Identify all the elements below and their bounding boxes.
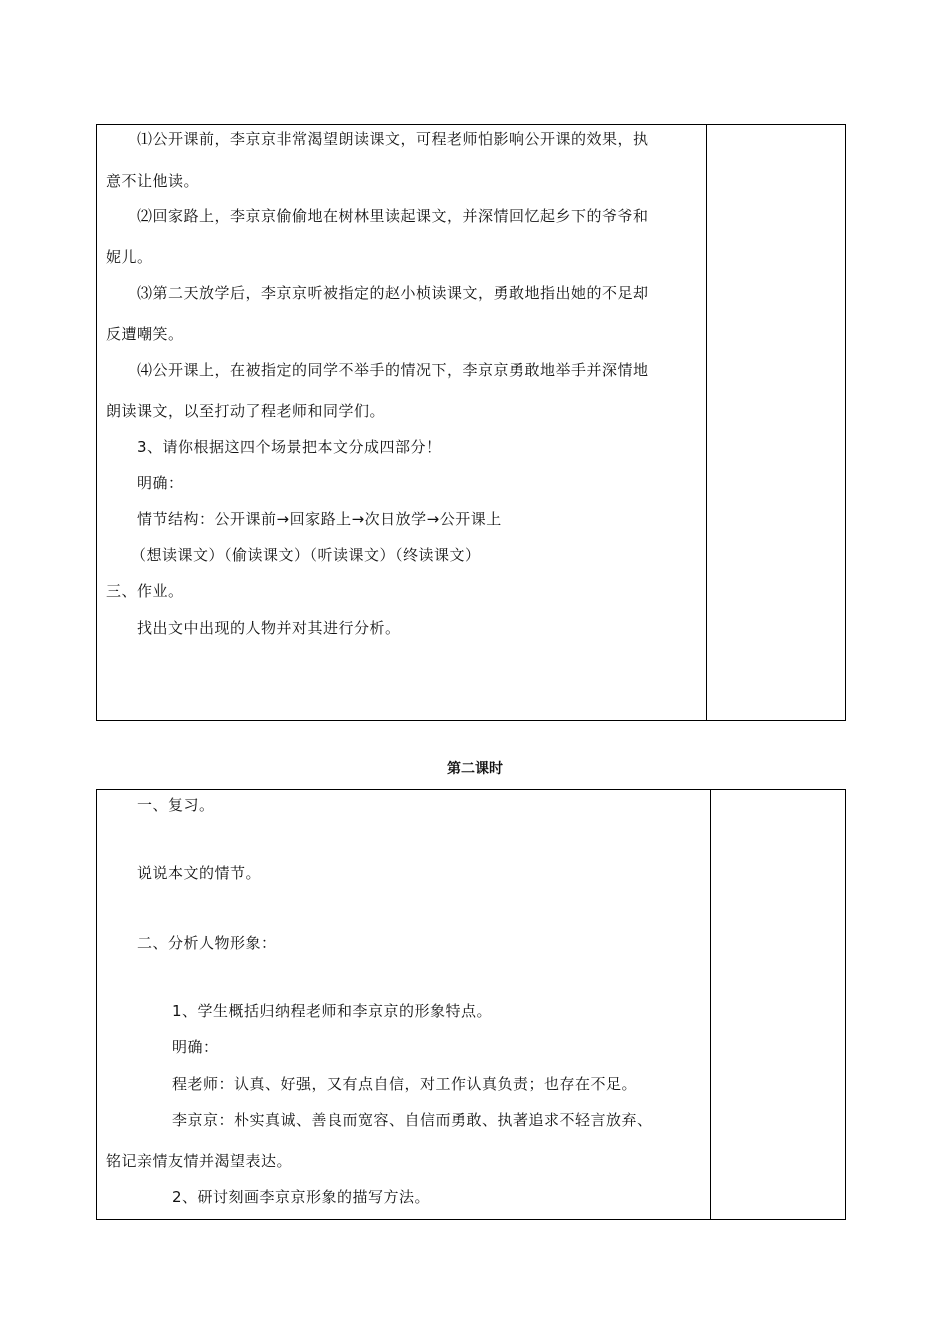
homework-task: 找出文中出现的人物并对其进行分析。 (137, 619, 401, 637)
character-analysis-heading: 二、分析人物形象： (137, 934, 277, 952)
review-task: 说说本文的情节。 (137, 864, 262, 882)
review-heading: 一、复习。 (137, 796, 215, 814)
teacher-cheng-traits: 程老师：认真、好强，又有点自信，对工作认真负责；也存在不足。 (172, 1075, 638, 1093)
table-1-divider (706, 125, 707, 720)
scene-3-line-2: 反遭嘲笑。 (106, 325, 184, 343)
scene-4-line-1: ⑷公开课上，在被指定的同学不举手的情况下，李京京勇敢地举手并深情地 (137, 361, 649, 379)
task-1: 1、学生概括归纳程老师和李京京的形象特点。 (172, 1002, 493, 1020)
scene-1-line-1: ⑴公开课前，李京京非常渴望朗读课文，可程老师怕影响公开课的效果，执 (137, 130, 649, 148)
scene-4-line-2: 朗读课文，以至打动了程老师和同学们。 (106, 402, 386, 420)
scene-1-line-2: 意不让他读。 (106, 172, 200, 190)
scene-2-line-1: ⑵回家路上，李京京偷偷地在树林里读起课文，并深情回忆起乡下的爷爷和 (137, 207, 649, 225)
section-title: 第二课时 (447, 761, 503, 777)
li-jingjing-traits-line-2: 铭记亲情友情并渴望表达。 (106, 1152, 293, 1170)
plot-structure-notes: （想读课文）（偷读课文）（听读课文）（终读课文） (131, 546, 481, 564)
task-2: 2、研讨刻画李京京形象的描写方法。 (172, 1188, 431, 1206)
li-jingjing-traits-line-1: 李京京：朴实真诚、善良而宽容、自信而勇敢、执著追求不轻言放弃、 (172, 1111, 653, 1129)
plot-structure: 情节结构：公开课前→回家路上→次日放学→公开课上 (137, 510, 502, 528)
homework-heading: 三、作业。 (106, 582, 184, 600)
question-3: 3、请你根据这四个场景把本文分成四部分！ (137, 438, 442, 456)
answer-label: 明确： (137, 474, 184, 492)
scene-2-line-2: 妮儿。 (106, 248, 153, 266)
answer-label-2: 明确： (172, 1038, 219, 1056)
table-2-divider (710, 790, 711, 1219)
scene-3-line-1: ⑶第二天放学后，李京京听被指定的赵小桢读课文，勇敢地指出她的不足却 (137, 284, 649, 302)
